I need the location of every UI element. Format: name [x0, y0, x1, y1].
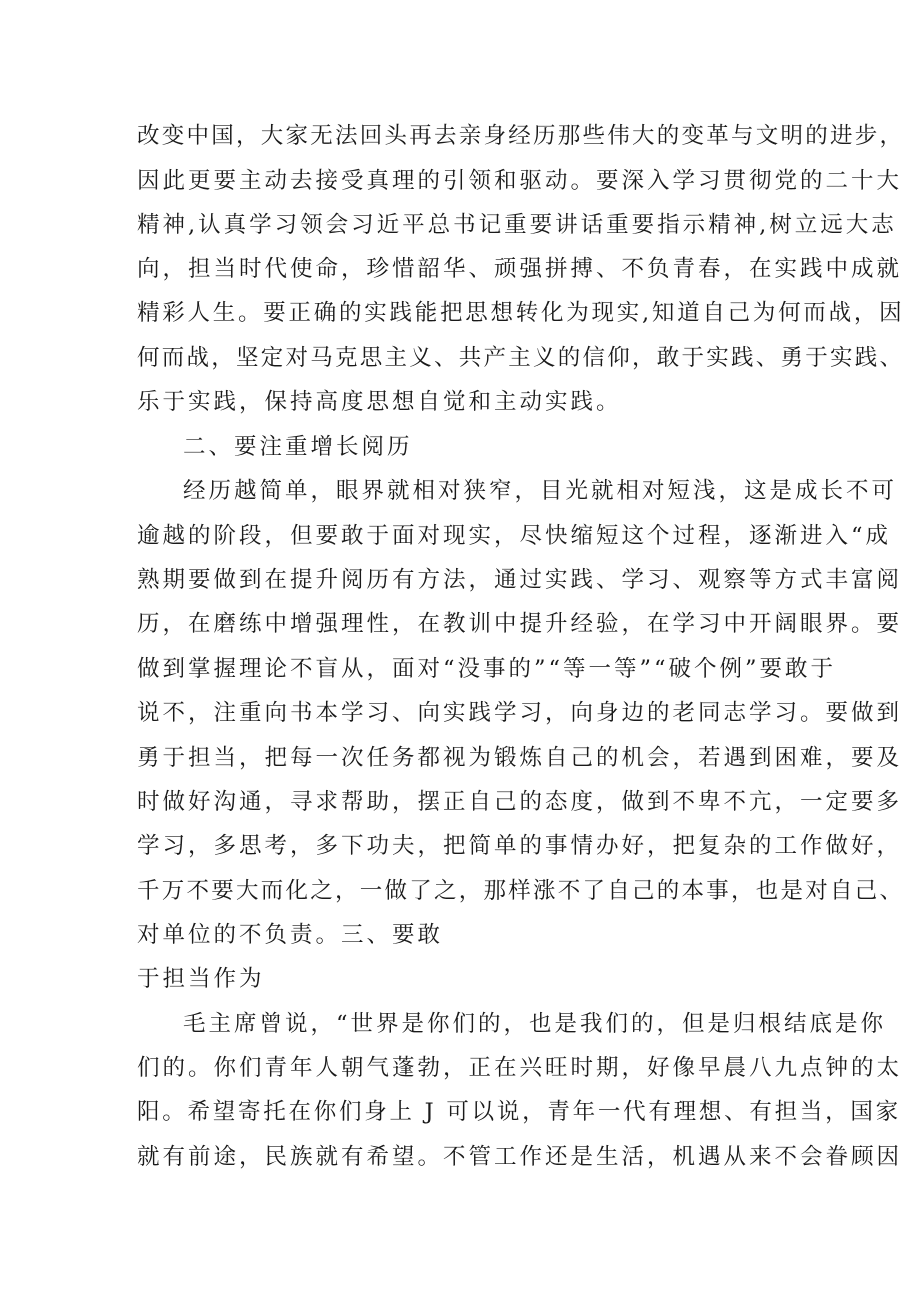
- body-text-line: 向，担当时代使命，珍惜韶华、顽强拼搏、不负青春，在实践中成就: [137, 256, 903, 282]
- body-text-line: 因此更要主动去接受真理的引领和驱动。要深入学习贯彻党的二十大: [137, 168, 903, 194]
- body-text-line: 就有前途，民族就有希望。不管工作还是生活，机遇从来不会眷顾因: [137, 1144, 903, 1170]
- body-text-line: 阳。希望寄托在你们身上 J 可以说，青年一代有理想、有担当，国家: [137, 1099, 901, 1125]
- body-text-line: 千万不要大而化之，一做了之，那样涨不了自己的本事，也是对自己、: [137, 878, 905, 904]
- body-text-line: 毛主席曾说，“世界是你们的，也是我们的，但是归根结底是你: [183, 1011, 887, 1037]
- body-text-line: 何而战，坚定对马克思主义、共产主义的信仰，敢于实践、勇于实践、: [137, 345, 905, 371]
- body-text-line: 时做好沟通，寻求帮助，摆正自己的态度，做到不卑不亢，一定要多: [137, 789, 903, 815]
- section-heading-continuation: 于担当作为: [137, 966, 265, 992]
- body-text-line: 们的。你们青年人朝气蓬勃，正在兴旺时期，好像早晨八九点钟的太: [137, 1055, 903, 1081]
- body-text-line: 说不，注重向书本学习、向实践学习，向身边的老同志学习。要做到: [137, 700, 903, 726]
- body-text-line: 精彩人生。要正确的实践能把思想转化为现实,知道自己为何而战，因: [137, 300, 905, 326]
- body-text-line: 逾越的阶段，但要敢于面对现实，尽快缩短这个过程，逐渐进入“成: [137, 523, 892, 549]
- body-text-line: 乐于实践，保持高度思想自觉和主动实践。: [137, 389, 622, 415]
- body-text-line: 对单位的不负责。三、要敢: [137, 922, 444, 948]
- body-text-line: 历，在磨练中增强理性，在教训中提升经验，在学习中开阔眼界。要: [137, 611, 903, 637]
- body-text-line: 熟期要做到在提升阅历有方法，通过实践、学习、观察等方式丰富阅: [137, 567, 903, 593]
- body-text-line: 勇于担当，把每一次任务都视为锻炼自己的机会，若遇到困难，要及: [137, 745, 903, 771]
- section-heading: 二、要注重增长阅历: [183, 434, 413, 460]
- body-text-line: 经历越简单，眼界就相对狭窄，目光就相对短浅，这是成长不可: [183, 478, 898, 504]
- body-text-line: 改变中国，大家无法回头再去亲身经历那些伟大的变革与文明的进步，: [137, 123, 905, 149]
- body-text-line: 学习，多思考，多下功夫，把简单的事情办好，把复杂的工作做好，: [137, 833, 903, 859]
- body-text-line: 精神,认真学习领会习近平总书记重要讲话重要指示精神,树立远大志: [137, 212, 897, 238]
- body-text-line: 做到掌握理论不盲从，面对“没事的”“等一等”“破个例”要敢于: [137, 656, 837, 682]
